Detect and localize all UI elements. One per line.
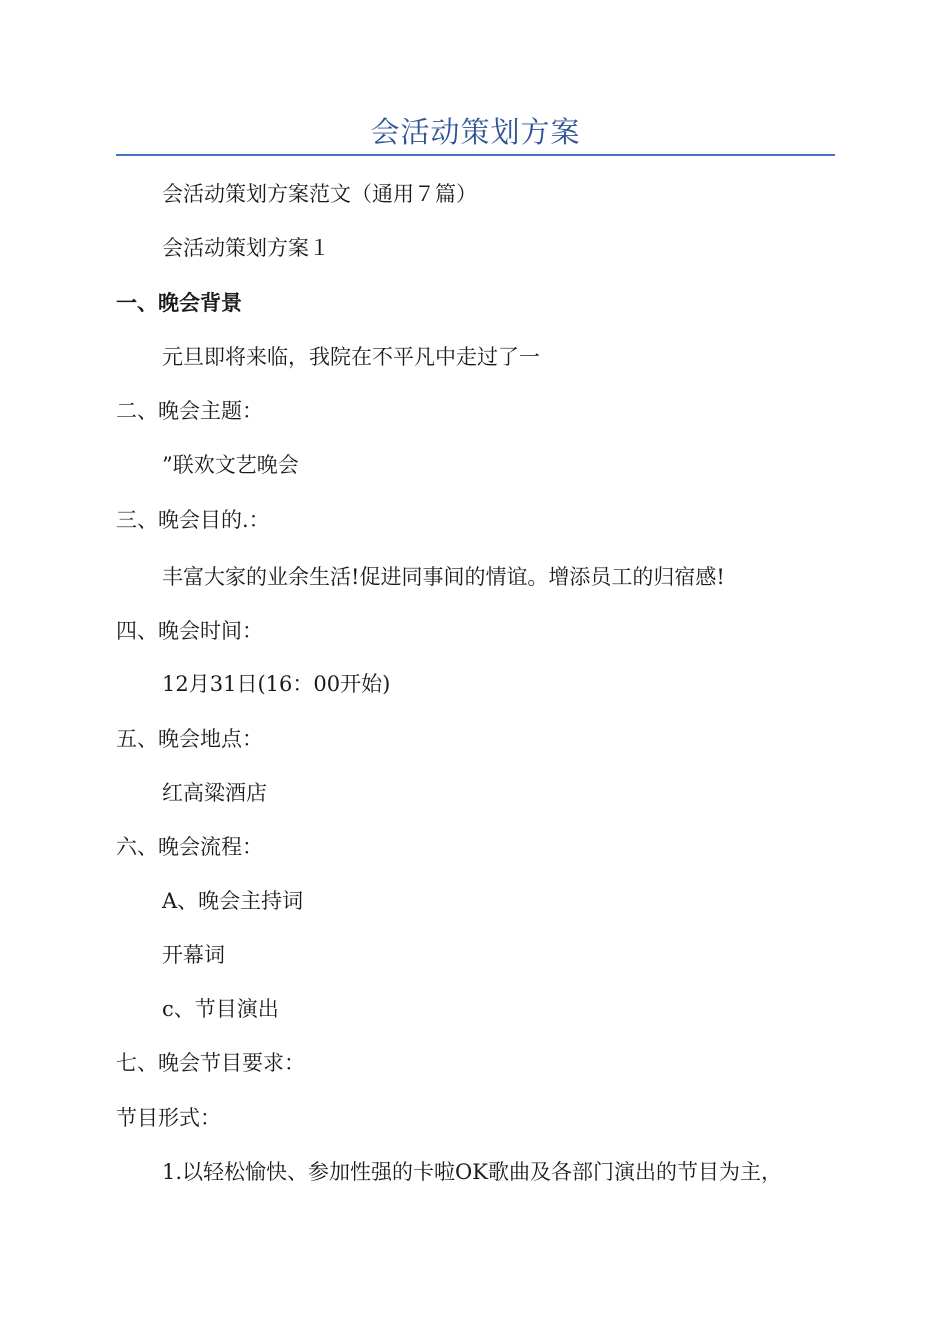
paragraph-line: 丰富大家的业余生活!促进同事间的情谊。增添员工的归宿感! <box>162 565 725 589</box>
heading-background: 一、晚会背景 <box>116 290 242 315</box>
heading-process: 六、晚会流程： <box>116 835 263 859</box>
heading-theme: 二、晚会主题： <box>116 399 263 423</box>
heading-time: 四、晚会时间： <box>116 619 263 643</box>
title-underline <box>116 154 835 156</box>
section-heading-line: 会活动策划方案１ <box>162 236 330 260</box>
paragraph-line: 开幕词 <box>162 943 225 967</box>
document-title: 会活动策划方案 <box>370 115 581 149</box>
paragraph-line: c、节目演出 <box>162 997 279 1021</box>
paragraph-line: A、晚会主持词 <box>162 889 304 913</box>
paragraph-line: 1.以轻松愉快、参加性强的卡啦OK歌曲及各部门演出的节目为主， <box>162 1160 782 1184</box>
paragraph-line: 红高粱酒店 <box>162 781 267 805</box>
paragraph-line: 节目形式： <box>116 1106 221 1130</box>
paragraph-line: 元旦即将来临，我院在不平凡中走过了一 <box>162 345 540 369</box>
heading-purpose: 三、晚会目的.： <box>116 508 270 532</box>
paragraph-line: ”联欢文艺晚会 <box>162 453 299 477</box>
heading-program-requirements: 七、晚会节目要求： <box>116 1051 305 1075</box>
heading-location: 五、晚会地点： <box>116 727 263 751</box>
paragraph-line: 12月31日(16：00开始) <box>162 672 391 696</box>
subtitle-line: 会活动策划方案范文（通用７篇） <box>162 182 477 206</box>
